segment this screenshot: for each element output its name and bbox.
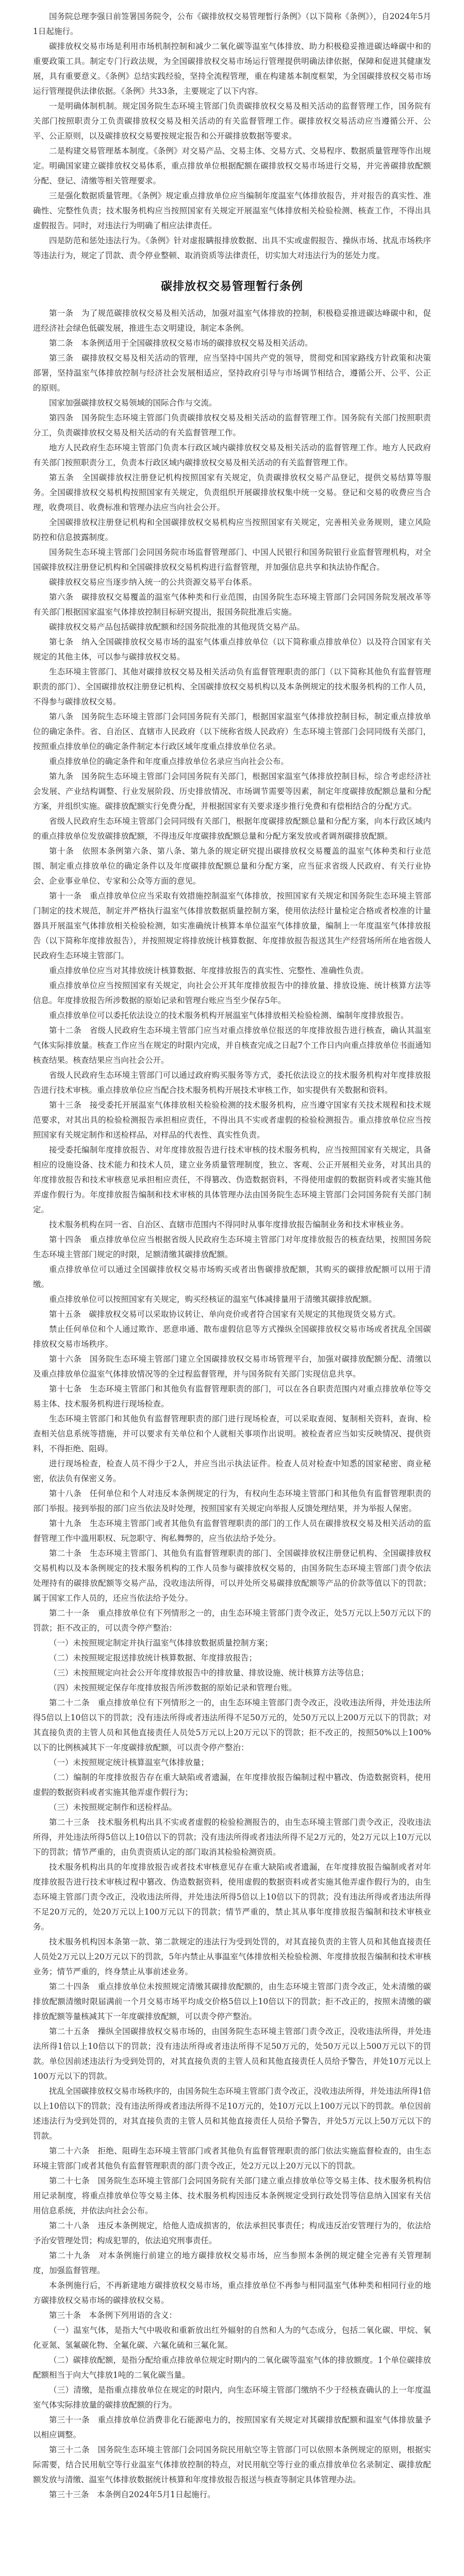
article-paragraph: 第二十九条 对本条例施行前建立的地方碳排放权交易市场，应当参照本条例的规定健全完善有关管理制度，加强监督管理。 [33, 2251, 431, 2275]
article-paragraph: 第二十五条 操纵全国碳排放权交易市场的，由国务院生态环境主管部门责令改正，没收违法所得，并处违法所得1倍以上10倍以下的罚款；没有违法所得或者违法所得不足50万元的，处50万元以上500万元以下的罚款。单位因前述违法行为受到处罚的，对其直接负责的主管人员和其他直接责任人员给予警告，并处10万元以上100万元以下的罚款。 [33, 2027, 431, 2081]
article-paragraph: 第二十八条 违反本条例规定，给他人造成损害的，依法承担民事责任；构成违反治安管理行为的，依法给予治安管理处罚；构成犯罪的，依法追究刑事责任。 [33, 2221, 431, 2245]
article-paragraph: 生态环境主管部门和其他负有监督管理职责的部门进行现场检查，可以采取查阅、复制相关资料，查询、检查相关信息系统等措施，并可以要求有关单位和个人就相关事项作出说明。被检查者应当如实反映情况、提供资料，不得拒绝、阻碍。 [33, 1414, 431, 1453]
article-paragraph: 第十八条 任何单位和个人对违反本条例规定的行为，有权向生态环境主管部门和其他负有监督管理职责的部门举报。接到举报的部门应当依法及时处理，按照国家有关规定向举报人反馈处理结果，并为举报人保密。 [33, 1489, 431, 1513]
article-paragraph: 第一条 为了规范碳排放权交易及相关活动，加强对温室气体排放的控制，积极稳妥推进碳达峰碳中和，促进经济社会绿色低碳发展，推进生态文明建设，制定本条例。 [33, 309, 431, 333]
article-paragraph: 第二条 本条例适用于全国碳排放权交易市场的碳排放权交易及相关活动。 [49, 338, 313, 348]
intro-paragraph: 二是构建交易管理基本制度。《条例》对交易产品、交易主体、交易方式、交易程序、数据质量管理等作出规定。明确国家建立碳排放权交易体系，重点排放单位根据配额在碳排放权交易市场进行交易，并完善碳排放配额分配、登记、清缴等相关管理要求。 [33, 146, 431, 185]
article-paragraph: 生态环境主管部门、其他对碳排放权交易及相关活动负有监督管理职责的部门（以下简称其他负有监督管理职责的部门）、全国碳排放权注册登记机构、全国碳排放权交易机构以及本条例规定的技术服务机构的工作人员，不得参与碳排放权交易。 [33, 667, 431, 706]
article-paragraph: 全国碳排放权注册登记机构和全国碳排放权交易机构应当按照国家有关规定，完善相关业务规则，建立风险防控和信息披露制度。 [33, 518, 431, 542]
article-paragraph: 省级人民政府生态环境主管部门会同同级有关部门，根据年度碳排放配额总量和分配方案，向本行政区域内的重点排放单位发放碳排放配额，不得违反年度碳排放配额总量和分配方案发放或者调剂碳排放配额。 [33, 817, 431, 841]
article-paragraph: 接受委托编制年度排放报告、对年度排放报告进行技术审核的技术服务机构，应当按照国家有关规定，具备相应的设施设备、技术能力和技术人员，建立业务质量管理制度，独立、客观、公正开展相关业务，对其出具的年度排放报告和技术审核意见承担相应责任，不得篡改、伪造数据资料，不得使用虚假的数据资料或者实施其他弄虚作假行为。年度排放报告编制和技术审核的具体管理办法由国务院生态环境主管部门会同国务院有关部门制定。 [33, 1145, 431, 1214]
news-intro [33, 9, 431, 263]
article-paragraph: 省级人民政府生态环境主管部门可以通过政府购买服务等方式，委托依法设立的技术服务机构对年度排放报告进行技术审核。重点排放单位应当配合技术服务机构开展技术审核工作，如实提供有关数据和资料。 [33, 1071, 431, 1095]
article-paragraph: 第二十七条 国务院生态环境主管部门会同国务院有关部门建立重点排放单位等交易主体、技术服务机构信用记录制度，将重点排放单位等交易主体、技术服务机构因违反本条例规定受到行政处罚等信息纳入国家有关信用信息系统，并依法向社会公布。 [33, 2176, 431, 2215]
article-paragraph: （三）未按照规定向社会公开年度排放报告中的排放量、排放设施、统计核算方法等信息； [49, 1668, 369, 1677]
article-paragraph: （二）编制的年度排放报告存在重大缺陷或者遗漏，在年度排放报告编制过程中篡改、伪造数据资料，使用虚假的数据资料或者实施其他弄虚作假行为； [33, 1773, 431, 1797]
article-paragraph: 第十五条 碳排放权交易可以采取协议转让、单向竞价或者符合国家有关规定的其他现货交易方式。 [49, 1310, 401, 1319]
article-paragraph: 第四条 国务院生态环境主管部门负责碳排放权交易及相关活动的监督管理工作。国务院有关部门按照职责分工，负责碳排放权交易及相关活动的有关监督管理工作。 [33, 413, 431, 437]
article-paragraph: 扰乱全国碳排放权交易市场秩序的，由国务院生态环境主管部门责令改正，没收违法所得，并处违法所得1倍以上10倍以下的罚款；没有违法所得或者违法所得不足10万元的，处10万元以上100万元以下的罚款。单位因前述违法行为受到处罚的，对其直接负责的主管人员和其他直接责任人员给予警告，并处5万元以上50万元以下的罚款。 [33, 2087, 431, 2141]
intro-paragraph: 碳排放权交易市场是利用市场机制控制和减少二氧化碳等温室气体排放、助力积极稳妥推进碳达峰碳中和的重要政策工具。制定专门行政法规，为全国碳排放权交易市场运行管理提供明确法律依据，保障和促进其健康发展，具有重要意义。《条例》总结实践经验，坚持全流程管理，重在构建基本制度框架，为全国碳排放权交易市场运行管理提供法律依据。《条例》共33条，主要规定了以下内容。 [33, 42, 431, 96]
article-paragraph: 第三十一条 重点排放单位消费非化石能源电力的，按照国家有关规定对其碳排放配额和温室气体排放量予以相应调整。 [33, 2415, 431, 2439]
article-paragraph: 第三十三条 本条例自2024年5月1日起施行。 [49, 2490, 216, 2499]
article-paragraph: 地方人民政府生态环境主管部门负责本行政区域内碳排放权交易及相关活动的监督管理工作。地方人民政府有关部门按照职责分工，负责本行政区域内碳排放权交易及相关活动的有关监督管理工作。 [33, 443, 431, 467]
article-paragraph: （二）未按照规定报送排放统计核算数据、年度排放报告； [49, 1653, 257, 1663]
article-paragraph: 第二十四条 重点排放单位未按照规定清缴其碳排放配额的，由生态环境主管部门责令改正，处未清缴的碳排放配额清缴时限届满前一个月交易市场平均成交价格5倍以上10倍以下的罚款；拒不改正的，按照未清缴的碳排放配额等量核减其下一年度碳排放配额，可以责令停产整治。 [33, 1982, 431, 2021]
intro-paragraph: 三是强化数据质量管理。《条例》规定重点排放单位应当编制年度温室气体排放报告，并对报告的真实性、准确性、完整性负责；技术服务机构应当按照国家有关规定开展温室气体排放相关检验检测、核查工作，不得出具虚假报告。同时，对违法行为明确了相应法律责任。 [33, 191, 431, 230]
article-paragraph: 本条例施行后，不再新建地方碳排放权交易市场，重点排放单位不再参与相同温室气体种类和相同行业的地方碳排放权交易市场的碳排放权交易。 [33, 2281, 431, 2305]
article-paragraph: 第十条 依照本条例第六条、第八条、第九条的规定研究提出碳排放权交易覆盖的温室气体种类和行业范围、制定重点排放单位的确定条件以及年度碳排放配额总量和分配方案，应当征求省级人民政府、有关行业协会、企业事业单位、专家和公众等方面的意见。 [33, 846, 431, 886]
article-paragraph: 重点排放单位可以通过全国碳排放权交易市场购买或者出售碳排放配额，其购买的碳排放配额可以用于清缴。 [33, 1265, 431, 1289]
article-paragraph: （一）未按照规定统计核算温室气体排放量； [49, 1758, 209, 1767]
intro-paragraph: 四是防范和惩处违法行为。《条例》针对虚报瞒报排放数据、出具不实或虚假报告、操纵市场、扰乱市场秩序等违法行为，规定了罚款、责令停业整顿、取消资质等法律责任，切实加大对违法行为的惩处力度。 [33, 236, 431, 260]
article-paragraph: 技术服务机构因本条第一款、第二款规定的违法行为受到处罚的，对其直接负责的主管人员和其他直接责任人员处2万元以上20万元以下的罚款，5年内禁止从事温室气体排放相关检验检测、年度排放报告编制和技术审核业务；情节严重的，终身禁止从事前述业务。 [33, 1937, 431, 1976]
article-paragraph: 第十二条 省级人民政府生态环境主管部门应当对重点排放单位报送的年度排放报告进行核查，确认其温室气体实际排放量。核查工作应当在规定的时限内完成，并自核查完成之日起7个工作日内向重点排放单位书面通知核查结果。核查结果应当向社会公开。 [33, 1026, 431, 1065]
article-paragraph: 第五条 全国碳排放权注册登记机构按照国家有关规定，负责碳排放权交易产品登记，提供交易结算等服务。全国碳排放权交易机构按照国家有关规定，负责组织开展碳排放权集中统一交易。登记和交易的收费应当合理，收费项目、收费标准和管理办法应当向社会公开。 [33, 473, 431, 512]
article-paragraph: 第二十三条 技术服务机构出具不实或者虚假的检验检测报告的，由生态环境主管部门责令改正，没收违法所得，并处违法所得5倍以上10倍以下的罚款；没有违法所得或者违法所得不足2万元的，处2万元以上10万元以下的罚款；情节严重的，由负责资质认定的部门取消其检验检测资质。 [33, 1818, 431, 1857]
article-paragraph: 第十四条 重点排放单位应当根据省级人民政府生态环境主管部门对年度排放报告的核查结果，按照国务院生态环境主管部门规定的时限，足额清缴其碳排放配额。 [33, 1235, 431, 1259]
article-paragraph: 第二十六条 拒绝、阻碍生态环境主管部门或者其他负有监督管理职责的部门依法实施监督检查的，由生态环境主管部门或者其他负有监督管理职责的部门责令改正，处2万元以上20万元以下的罚款。 [33, 2146, 431, 2171]
intro-paragraph: 一是明确体制机制。规定国务院生态环境主管部门负责碳排放权交易及相关活动的监督管理工作，国务院有关部门按照职责分工负责碳排放权交易及相关活动的有关监督管理工作。碳排放权交易活动应当遵循公开、公平、公正原则，以及碳排放权交易要按规定报告和公开碳排放数据等要求。 [33, 101, 431, 141]
article-paragraph: 第九条 国务院生态环境主管部门会同国务院有关部门，根据国家温室气体排放控制目标，综合考虑经济社会发展、产业结构调整、行业发展阶段、历史排放情况、市场调节需要等因素，制定年度碳排放配额总量和分配方案，并组织实施。碳排放配额实行免费分配，并根据国家有关要求逐步推行免费和有偿相结合的分配方式。 [33, 772, 431, 811]
article-paragraph: 重点排放单位应当对其排放统计核算数据、年度排放报告的真实性、完整性、准确性负责。 [49, 966, 369, 975]
article-paragraph: 重点排放单位可以按照国家有关规定，购买经核证的温室气体减排量用于清缴其碳排放配额。 [49, 1295, 377, 1304]
article-paragraph: （一）温室气体，是指大气中吸收和重新放出红外辐射的自然和人为的气态成分，包括二氧化碳、甲烷、氧化亚氮、氢氟碳化物、全氟化碳、六氟化硫和三氟化氮。 [33, 2326, 431, 2350]
article-paragraph: （二）碳排放配额，是指分配给重点排放单位规定时期内的二氧化碳等温室气体的排放额度。1个单位碳排放配额相当于向大气排放1吨的二氧化碳当量。 [33, 2355, 431, 2380]
article-paragraph: 碳排放权交易应当逐步纳入统一的公共资源交易平台体系。 [49, 578, 257, 587]
article-paragraph: 进行现场检查，检查人员不得少于2人，并应当出示执法证件。检查人员对检查中知悉的国家秘密、商业秘密，依法负有保密义务。 [33, 1459, 431, 1483]
article-paragraph: 第六条 碳排放权交易覆盖的温室气体种类和行业范围，由国务院生态环境主管部门会同国务院发展改革等有关部门根据国家温室气体排放控制目标研究提出，报国务院批准后实施。 [33, 592, 431, 617]
regulation-title: 碳排放权交易管理暂行条例 [160, 280, 303, 293]
article-paragraph: 国务院生态环境主管部门会同国务院市场监督管理部门、中国人民银行和国务院银行业监督管理机构，对全国碳排放权注册登记机构和全国碳排放权交易机构进行监督管理，并加强信息共享和执法协作配合。 [33, 548, 431, 572]
article-paragraph: 第二十条 生态环境主管部门、其他负有监督管理职责的部门、全国碳排放权注册登记机构、全国碳排放权交易机构以及本条例规定的技术服务机构的工作人员参与碳排放权交易的，由国务院生态环境主管部门责令依法处理持有的碳排放配额等交易产品，没收违法所得，可以并处所交易碳排放配额等产品的价款等值以下的罚款；属于国家工作人员的，还应当依法给予处分。 [33, 1549, 431, 1603]
article-paragraph: 第十七条 生态环境主管部门和其他负有监督管理职责的部门，可以在各自职责范围内对重点排放单位等交易主体、技术服务机构进行现场检查。 [33, 1384, 431, 1409]
article-paragraph: 第三十条 本条例下列用语的含义： [49, 2311, 177, 2320]
article-paragraph: 重点排放单位可以委托依法设立的技术服务机构开展温室气体排放相关检验检测、编制年度排放报告。 [49, 1011, 409, 1020]
article-paragraph: 禁止任何单位和个人通过欺诈、恶意串通、散布虚假信息等方式操纵全国碳排放权交易市场或者扰乱全国碳排放权交易市场秩序。 [33, 1325, 431, 1349]
article-paragraph: 第二十二条 重点排放单位有下列情形之一的，由生态环境主管部门责令改正，没收违法所得，并处违法所得5倍以上10倍以下的罚款；没有违法所得或者违法所得不足50万元的，处50万元以上200万元以下的罚款；对其直接负责的主管人员和其他直接责任人员处5万元以上20万元以下的罚款；拒不改正的，按照50%以上100%以下的比例核减其下一年度碳排放配额，可以责令停产整治： [33, 1698, 431, 1752]
article-paragraph: 第三十二条 国务院生态环境主管部门会同国务院民用航空等主管部门可以依照本条例规定的原则，根据实际需要，结合民用航空等行业温室气体排放控制的特点，对民用航空等行业的重点排放单位名录制定、碳排放配额发放与清缴、温室气体排放数据统计核算和年度排放报告报送与核查等制定具体管理办法。 [33, 2445, 431, 2484]
article-paragraph: 技术服务机构在同一省、自治区、直辖市范围内不得同时从事年度排放报告编制业务和技术审核业务。 [49, 1220, 409, 1229]
article-paragraph: 第三条 碳排放权交易及相关活动的管理，应当坚持中国共产党的领导，贯彻党和国家路线方针政策和决策部署，坚持温室气体排放控制与经济社会发展相适应，坚持政府引导与市场调节相结合，遵循公开、公平、公正的原则。 [33, 353, 431, 393]
article-paragraph: （四）未按照规定保存年度排放报告所涉数据的原始记录和管理台账。 [49, 1683, 297, 1692]
regulation-body [33, 306, 431, 2502]
article-paragraph: 第二十一条 重点排放单位有下列情形之一的，由生态环境主管部门责令改正，处5万元以上50万元以下的罚款；拒不改正的，可以责令停产整治： [33, 1608, 431, 1633]
article-paragraph: （三）清缴，是指重点排放单位在规定的时限内，向生态环境主管部门缴纳不少于经核查确认的上一年度温室气体实际排放量的碳排放配额的行为。 [33, 2385, 431, 2410]
article-paragraph: 第十三条 接受委托开展温室气体排放相关检验检测的技术服务机构，应当遵守国家有关技术规程和技术规范要求，对其出具的检验检测报告承担相应责任，不得出具不实或者虚假的检验检测报告。重点排放单位应当按照国家有关规定制作和送检样品，对样品的代表性、真实性负责。 [33, 1100, 431, 1140]
article-paragraph: 第七条 纳入全国碳排放权交易市场的温室气体重点排放单位（以下简称重点排放单位）以及符合国家有关规定的其他主体，可以参与碳排放权交易。 [33, 637, 431, 662]
article-paragraph: 第十六条 国务院生态环境主管部门建立全国碳排放权交易市场管理平台，加强对碳排放配额分配、清缴以及重点排放单位温室气体排放情况等的全过程监督管理，并与国务院有关部门实现信息共享。 [33, 1354, 431, 1379]
article-paragraph: 国家加强碳排放权交易领域的国际合作与交流。 [49, 398, 217, 408]
article-paragraph: 重点排放单位应当按照国家有关规定，向社会公开其年度排放报告中的排放量、排放设施、统计核算方法等信息。年度排放报告所涉数据的原始记录和管理台账应当至少保存5年。 [33, 981, 431, 1005]
article-paragraph: （三）未按照规定制作和送检样品。 [49, 1803, 177, 1812]
article-paragraph: 第八条 国务院生态环境主管部门会同国务院有关部门，根据国家温室气体排放控制目标，制定重点排放单位的确定条件。省、自治区、直辖市人民政府（以下统称省级人民政府）生态环境主管部门会同同级有关部门，按照重点排放单位的确定条件制定本行政区域年度重点排放单位名录。 [33, 712, 431, 751]
article-paragraph: 第十一条 重点排放单位应当采取有效措施控制温室气体排放，按照国家有关规定和国务院生态环境主管部门制定的技术规范，制定并严格执行温室气体排放数据质量控制方案，使用依法经计量检定合格或者校准的计量器具开展温室气体排放相关检验检测，如实准确统计核算本单位温室气体排放量，编制上一年度温室气体排放报告（以下简称年度排放报告），并按照规定将排放统计核算数据、年度排放报告报送其生产经营场所所在地省级人民政府生态环境主管部门。 [33, 891, 431, 960]
article-paragraph: 第十九条 生态环境主管部门或者其他负有监督管理职责的部门的工作人员在碳排放权交易及相关活动的监督管理工作中滥用职权、玩忽职守、徇私舞弊的，应当依法给予处分。 [33, 1519, 431, 1543]
article-paragraph: （一）未按照规定制定并执行温室气体排放数据质量控制方案； [49, 1638, 273, 1648]
article-paragraph: 重点排放单位的确定条件和年度重点排放单位名录应当向社会公布。 [49, 757, 289, 766]
article-paragraph: 碳排放权交易产品包括碳排放配额和经国务院批准的其他现货交易产品。 [49, 622, 305, 632]
article-paragraph: 技术服务机构出具的年度排放报告或者技术审核意见存在重大缺陷或者遗漏，在年度排放报告编制或者对年度排放报告进行技术审核过程中篡改、伪造数据资料，使用虚假的数据资料或者实施其他弄虚作假行为的，由生态环境主管部门责令改正，没收违法所得，并处违法所得5倍以上10倍以下的罚款；没有违法所得或者违法所得不足20万元的，处20万元以上100万元以下的罚款；情节严重的，禁止其从事年度排放报告编制和技术审核业务。 [33, 1862, 431, 1931]
intro-paragraph: 国务院总理李强日前签署国务院令，公布《碳排放权交易管理暂行条例》（以下简称《条例》），自2024年5月1日起施行。 [33, 12, 431, 36]
